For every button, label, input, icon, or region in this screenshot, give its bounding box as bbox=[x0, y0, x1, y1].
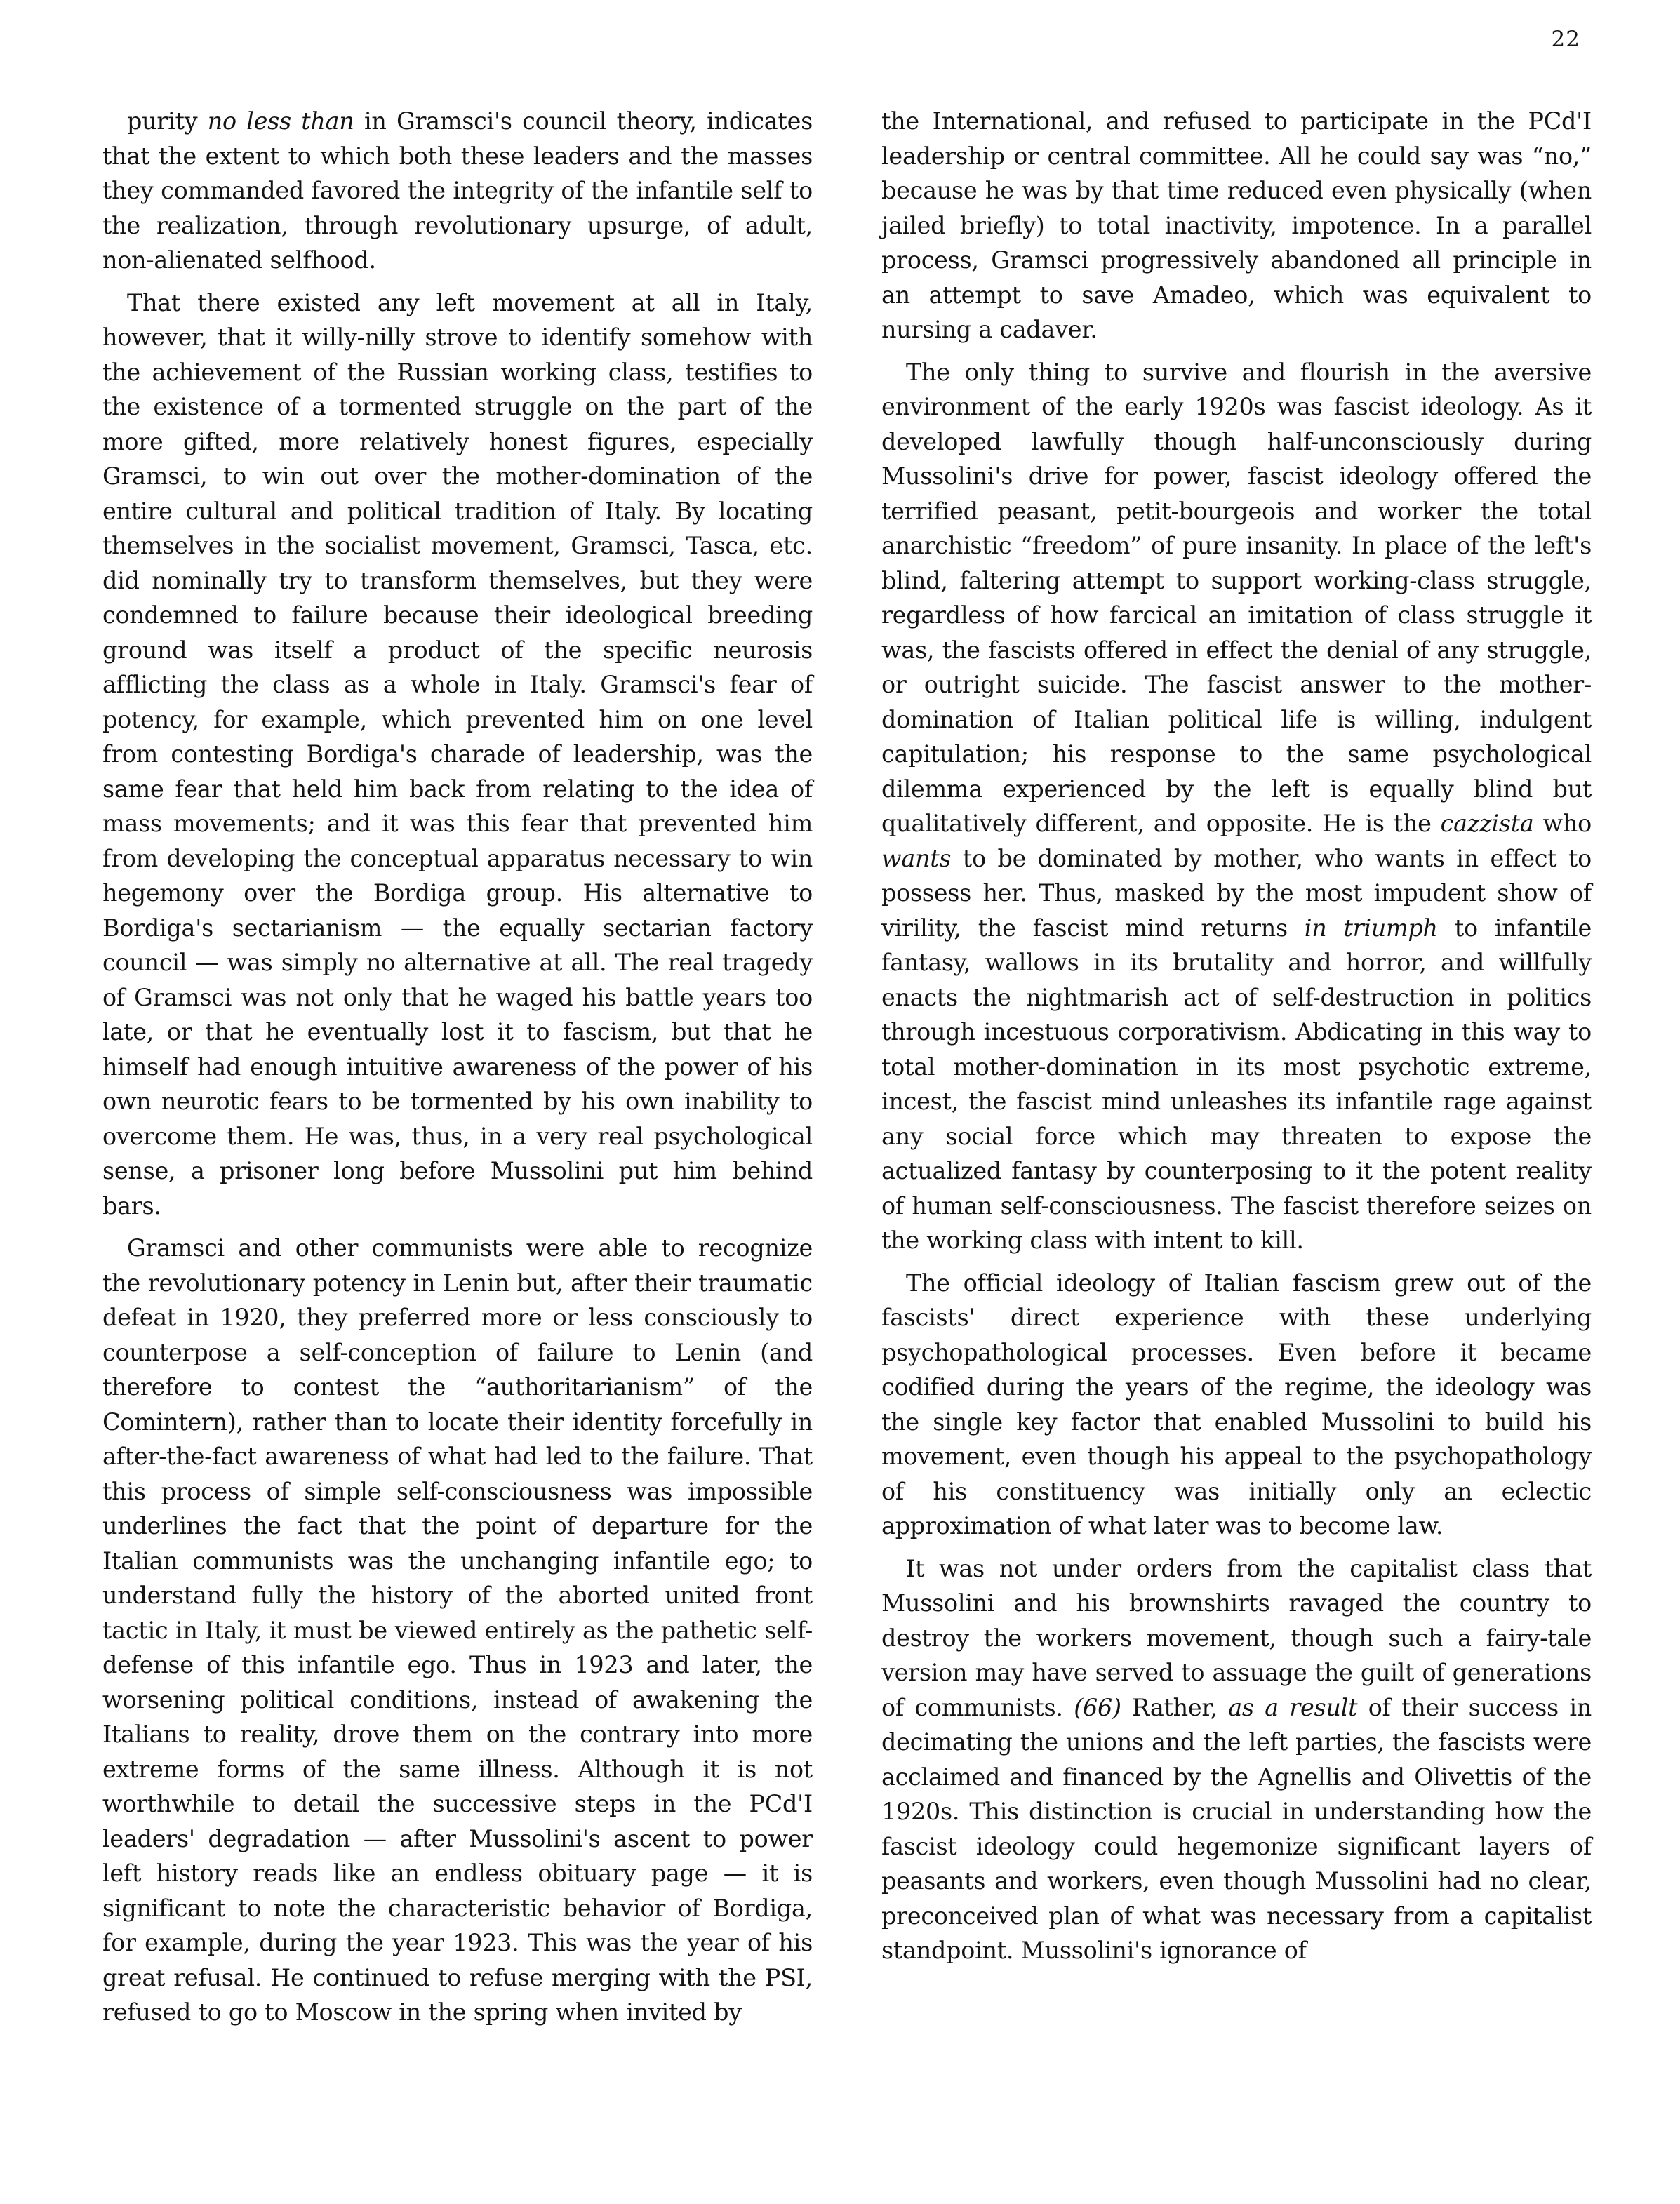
italic-text-run: no less than bbox=[207, 107, 354, 135]
text-run: who bbox=[1533, 810, 1592, 837]
paragraph bbox=[102, 104, 813, 278]
paragraph bbox=[102, 1231, 813, 2030]
italic-text-run: (66) bbox=[1074, 1693, 1121, 1721]
text-run: the International, and refused to participate in the PCd'I leadership or central committee. All he could say was “no,” because he was by that time reduced even physically (when jailed briefly) to total inactivity, impotence. In a parallel process, Gramsci progressively abandoned all principle in an attempt to save Amadeo, which was equivalent to nursing a cadaver. bbox=[881, 107, 1592, 343]
italic-text-run: in triumph bbox=[1304, 914, 1438, 942]
text-run: It was not under orders from the capitalist class that Mussolini and his brownshirts ravaged the country to destroy the workers movement, though such a fairy-tale version may have served to assuage the guilt of generations of communists. bbox=[881, 1554, 1592, 1721]
right-column bbox=[881, 104, 1592, 1976]
paragraph bbox=[881, 104, 1592, 347]
text-run: purity bbox=[127, 107, 208, 135]
text-run: Gramsci and other communists were able to recognize the revolutionary potency in Lenin but, after their traumatic defeat in 1920, they preferred more or less consciously to counterpose a self-conception of failure to Lenin (and therefore to contest the “authoritarianism” of the Comintern), rather than to locate their identity forcefully in after-the-fact awareness of what had led to the failure. That this process of simple self-consciousness was impossible underlines the fact that the point of departure for the Italian communists was the unchanging infantile ego; to understand fully the history of the aborted united front tactic in Italy, it must be viewed entirely as the pathetic self-defense of this infantile ego. Thus in 1923 and later, the worsening political conditions, instead of awakening the Italians to reality, drove them on the contrary into more extreme forms of the same illness. Although it is not worthwhile to detail the successive steps in the PCd'I leaders' degradation — after Mussolini's ascent to power left history reads like an endless obituary page — it is significant to note the characteristic behavior of Bordiga, for example, during the year 1923. This was the year of his great refusal. He continued to refuse merging with the PSI, refused to go to Moscow in the spring when invited by bbox=[102, 1234, 813, 2026]
paragraph bbox=[102, 286, 813, 1224]
text-run: in Gramsci's council theory, indicates that the extent to which both these leaders and the masses they commanded favored the integrity of the infantile self to the realization, through revolutionary upsurge, of adult, non-alienated selfhood. bbox=[102, 107, 813, 274]
text-run: The only thing to survive and flourish in the aversive environment of the early 1920s was fascist ideology. As it developed lawfully though half-unconsciously during Mussolini's drive for power, fascist ideology offered the terrified peasant, petit-bourgeois and worker the total anarchistic “freedom” of pure insanity. In place of the left's blind, faltering attempt to support working-class struggle, regardless of how farcical an imitation of class struggle it was, the fascists offered in effect the denial of any struggle, or outright suicide. The fascist answer to the mother-domination of Italian political life is willing, indulgent capitulation; his response to the same psychological dilemma experienced by the left is equally blind but qualitatively different, and opposite. He is the bbox=[881, 358, 1592, 837]
paragraph bbox=[881, 1266, 1592, 1544]
text-run: to infantile fantasy, wallows in its brutality and horror, and willfully enacts the nightmarish act of self-destruction in politics through incestuous corporativism. Abdicating in this way to total mother-domination in its most psychotic extreme, incest, the fascist mind unleashes its infantile rage against any social force which may threaten to expose the actualized fantasy by counterposing to it the potent reality of human self-consciousness. The fascist therefore seizes on the working class with intent to kill. bbox=[881, 914, 1592, 1254]
text-run: of their success in decimating the unions and the left parties, the fascists were acclaimed and financed by the Agnellis and Olivettis of the 1920s. This distinction is crucial in understanding how the fascist ideology could hegemonize significant layers of peasants and workers, even though Mussolini had no clear, preconceived plan of what was necessary from a capitalist standpoint. Mussolini's ignorance of bbox=[881, 1693, 1592, 1964]
text-run: Rather, bbox=[1121, 1693, 1229, 1721]
paragraph bbox=[881, 355, 1592, 1258]
left-column bbox=[102, 104, 813, 2038]
text-run: to be dominated by mother, who wants in effect to possess her. Thus, masked by the most impudent show of virility, the fascist mind returns bbox=[881, 844, 1592, 942]
text-run: The official ideology of Italian fascism grew out of the fascists' direct experience with these underlying psychopathological processes. Even before it became codified during the years of the regime, the ideology was the single key factor that enabled Mussolini to build his movement, even though his appeal to the psychopathology of his constituency was initially only an eclectic approximation of what later was to become law. bbox=[881, 1269, 1592, 1540]
paragraph bbox=[881, 1551, 1592, 1968]
italic-text-run: cazzista bbox=[1440, 810, 1534, 837]
italic-text-run: as a result bbox=[1228, 1693, 1358, 1721]
page-number: 22 bbox=[1551, 27, 1580, 52]
text-run: That there existed any left movement at all in Italy, however, that it willy-nilly strove to identify somehow with the achievement of the Russian working class, testifies to the existence of a tormented struggle on the part of the more gifted, more relatively honest figures, especially Gramsci, to win out over the mother-domination of the entire cultural and political tradition of Italy. By locating themselves in the socialist movement, Gramsci, Tasca, etc. did nominally try to transform themselves, but they were condemned to failure because their ideological breeding ground was itself a product of the specific neurosis afflicting the class as a whole in Italy. Gramsci's fear of potency, for example, which prevented him on one level from contesting Bordiga's charade of leadership, was the same fear that held him back from relating to the idea of mass movements; and it was this fear that prevented him from developing the conceptual apparatus necessary to win hegemony over the Bordiga group. His alternative to Bordiga's sectarianism — the equally sectarian factory council — was simply no alternative at all. The real tragedy of Gramsci was not only that he waged his battle years too late, or that he eventually lost it to fascism, but that he himself had enough intuitive awareness of the power of his own neurotic fears to be tormented by his own inability to overcome them. He was, thus, in a very real psychological sense, a prisoner long before Mussolini put him behind bars. bbox=[102, 288, 813, 1220]
italic-text-run: wants bbox=[881, 844, 952, 872]
